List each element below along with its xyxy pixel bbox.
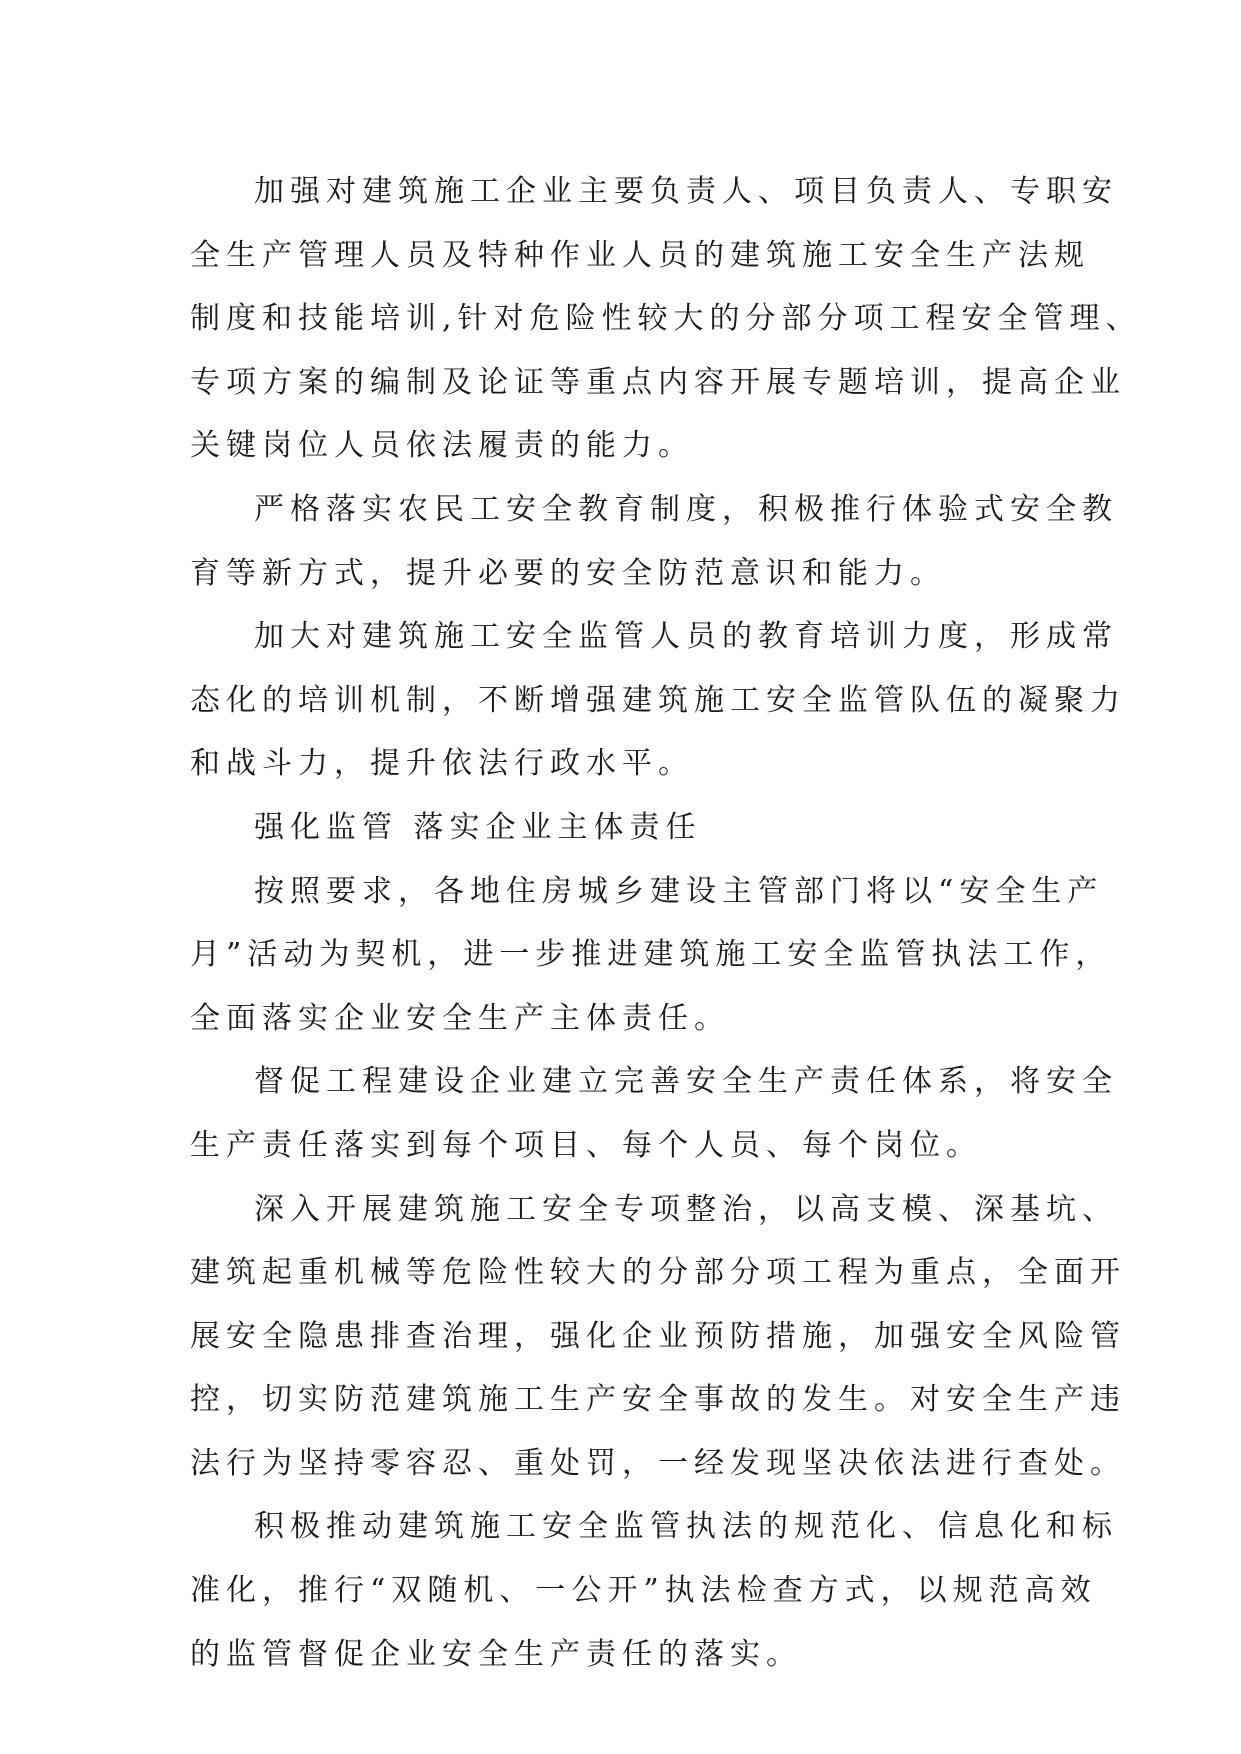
document-body [190, 160, 1142, 1686]
paragraph-line: 建筑起重机械等危险性较大的分部分项工程为重点，全面开 [190, 1255, 1126, 1291]
paragraph-line: 的监管督促企业安全生产责任的落实。 [190, 1636, 802, 1672]
paragraph-line: 准化，推行“双随机、一公开”执法检查方式，以规范高效 [190, 1573, 1097, 1609]
paragraph-first-line: 积极推动建筑施工安全监管执法的规范化、信息化和标 [254, 1509, 1118, 1545]
paragraph-line: 全生产管理人员及特种作业人员的建筑施工安全生产法规 [190, 237, 1090, 273]
paragraph-line: 和战斗力，提升依法行政水平。 [190, 746, 694, 782]
paragraph-line: 专项方案的编制及论证等重点内容开展专题培训，提高企业 [190, 364, 1126, 400]
paragraph-first-line: 加大对建筑施工安全监管人员的教育培训力度，形成常 [254, 619, 1118, 655]
paragraph-first-line: 督促工程建设企业建立完善安全生产责任体系，将安全 [254, 1064, 1118, 1100]
paragraph-first-line: 深入开展建筑施工安全专项整治，以高支模、深基坑、 [254, 1191, 1118, 1227]
paragraph-line: 制度和技能培训,针对危险性较大的分部分项工程安全管理、 [190, 301, 1142, 337]
paragraph-line: 关键岗位人员依法履责的能力。 [190, 428, 694, 464]
paragraph-line: 育等新方式，提升必要的安全防范意识和能力。 [190, 555, 946, 591]
paragraph-line: 态化的培训机制，不断增强建筑施工安全监管队伍的凝聚力 [190, 682, 1126, 718]
paragraph-first-line: 严格落实农民工安全教育制度，积极推行体验式安全教 [254, 491, 1118, 527]
paragraph-line: 法行为坚持零容忍、重处罚，一经发现坚决依法进行查处。 [190, 1445, 1126, 1481]
paragraph-first-line: 强化监管 落实企业主体责任 [254, 809, 702, 845]
paragraph-line: 全面落实企业安全生产主体责任。 [190, 1000, 730, 1036]
paragraph-line: 展安全隐患排查治理，强化企业预防措施，加强安全风险管 [190, 1318, 1126, 1354]
paragraph-first-line: 按照要求，各地住房城乡建设主管部门将以“安全生产 [254, 873, 1104, 909]
paragraph-line: 控，切实防范建筑施工生产安全事故的发生。对安全生产违 [190, 1382, 1126, 1418]
paragraph-line: 生产责任落实到每个项目、每个人员、每个岗位。 [190, 1127, 982, 1163]
paragraph-line: 月”活动为契机，进一步推进建筑施工安全监管执法工作， [190, 937, 1112, 973]
paragraph-first-line: 加强对建筑施工企业主要负责人、项目负责人、专职安 [254, 174, 1118, 209]
